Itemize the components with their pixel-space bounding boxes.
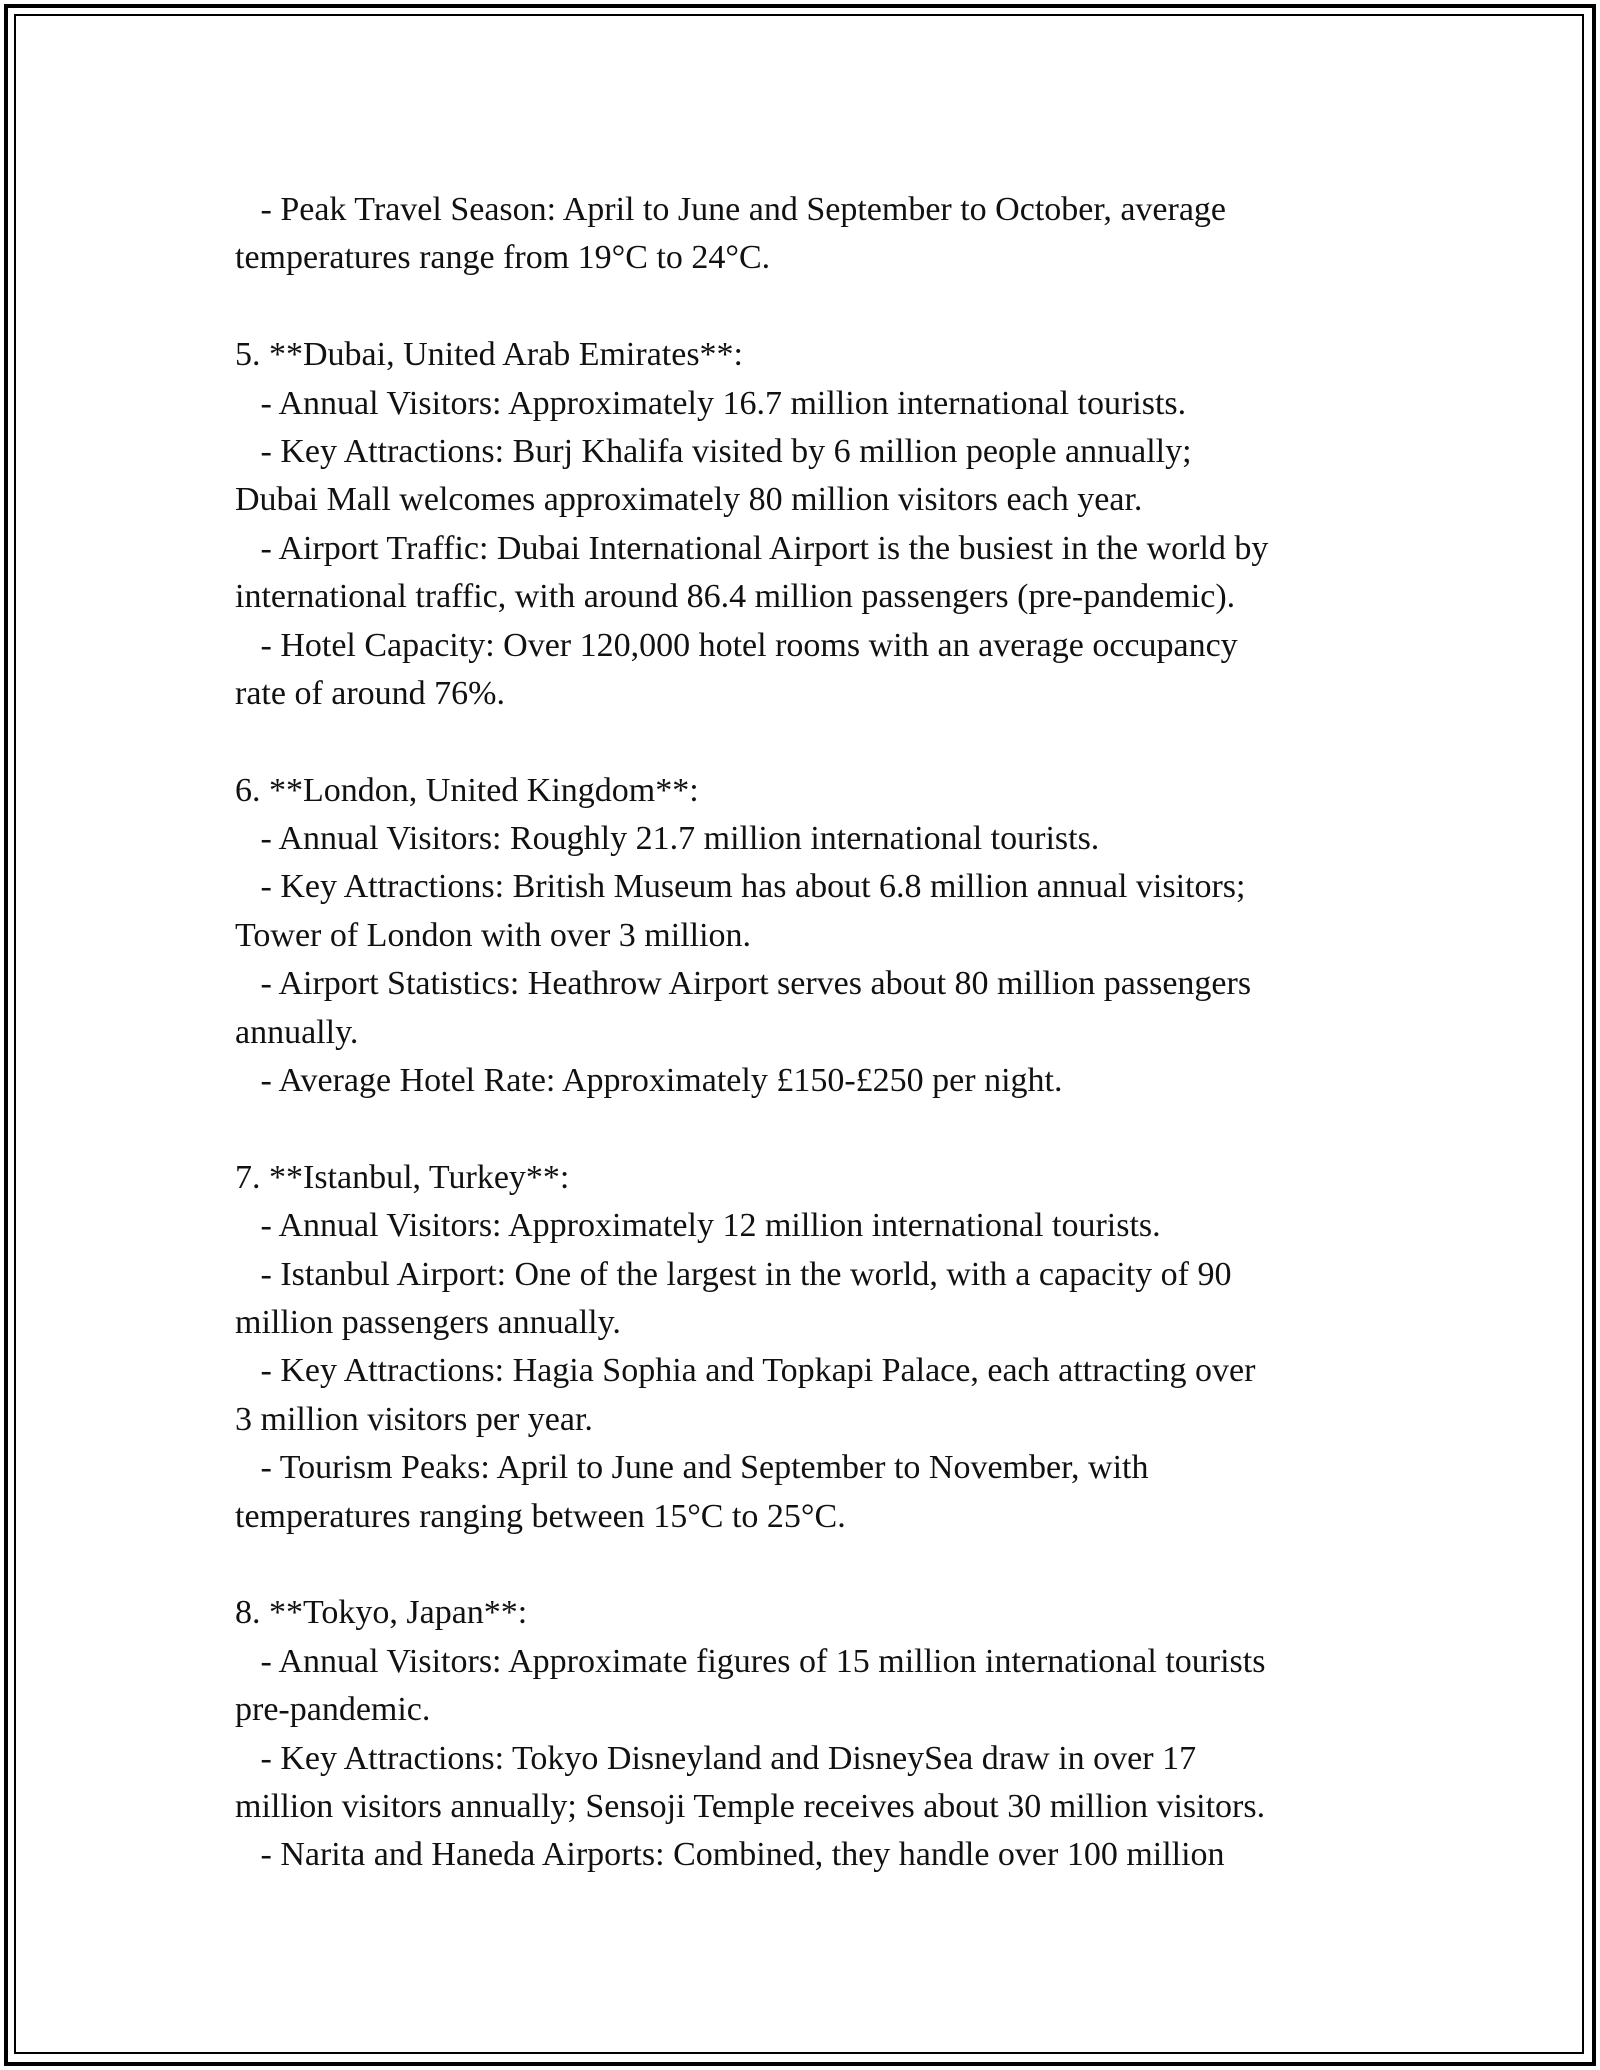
text-line: 3 million visitors per year. [235, 1400, 593, 1438]
text-line: 8. **Tokyo, Japan**: [235, 1594, 528, 1632]
text-line: - Airport Statistics: Heathrow Airport serves about 80 million passengers [235, 965, 1252, 1003]
text-line: - Key Attractions: British Museum has about 6.8 million annual visitors; [235, 868, 1246, 906]
text-line: - Average Hotel Rate: Approximately £150-£250 per night. [235, 1062, 1063, 1100]
text-line: - Narita and Haneda Airports: Combined, they handle over 100 million [235, 1836, 1225, 1874]
text-line: - Annual Visitors: Approximate figures of 15 million international tourists [235, 1642, 1266, 1680]
text-line: Dubai Mall welcomes approximately 80 million visitors each year. [235, 481, 1143, 519]
text-line: - Istanbul Airport: One of the largest in the world, with a capacity of 90 [235, 1255, 1232, 1293]
text-line: pre-pandemic. [235, 1691, 431, 1729]
text-line: - Annual Visitors: Approximately 12 million international tourists. [235, 1207, 1161, 1245]
text-line: Tower of London with over 3 million. [235, 916, 752, 954]
text-line: temperatures ranging between 15°C to 25°C. [235, 1497, 846, 1535]
text-line: - Peak Travel Season: April to June and September to October, average [235, 191, 1227, 228]
blank-line [235, 718, 1385, 766]
blank-line [235, 1541, 1385, 1589]
text-line: - Airport Traffic: Dubai International Airport is the busiest in the world by [235, 529, 1269, 567]
text-line: million visitors annually; Sensoji Temple receives about 30 million visitors. [235, 1787, 1266, 1825]
blank-line [235, 283, 1385, 331]
text-line: - Annual Visitors: Approximately 16.7 million international tourists. [235, 384, 1187, 422]
text-line: - Hotel Capacity: Over 120,000 hotel rooms with an average occupancy [235, 626, 1238, 664]
document-body [235, 186, 1385, 1880]
text-line: 5. **Dubai, United Arab Emirates**: [235, 336, 744, 374]
text-line: international traffic, with around 86.4 million passengers (pre-pandemic). [235, 578, 1236, 616]
blank-line [235, 1105, 1385, 1153]
text-line: - Key Attractions: Hagia Sophia and Topkapi Palace, each attracting over [235, 1352, 1256, 1390]
text-line: million passengers annually. [235, 1303, 621, 1341]
text-line: - Annual Visitors: Roughly 21.7 million international tourists. [235, 820, 1100, 858]
text-line: temperatures range from 19°C to 24°C. [235, 239, 771, 277]
text-line: - Key Attractions: Burj Khalifa visited by 6 million people annually; [235, 432, 1192, 470]
text-line: 7. **Istanbul, Turkey**: [235, 1158, 570, 1196]
text-line: - Key Attractions: Tokyo Disneyland and DisneySea draw in over 17 [235, 1739, 1197, 1777]
text-line: annually. [235, 1013, 359, 1051]
text-line: rate of around 76%. [235, 674, 506, 712]
text-line: - Tourism Peaks: April to June and September to November, with [235, 1449, 1149, 1487]
text-line: 6. **London, United Kingdom**: [235, 771, 699, 809]
